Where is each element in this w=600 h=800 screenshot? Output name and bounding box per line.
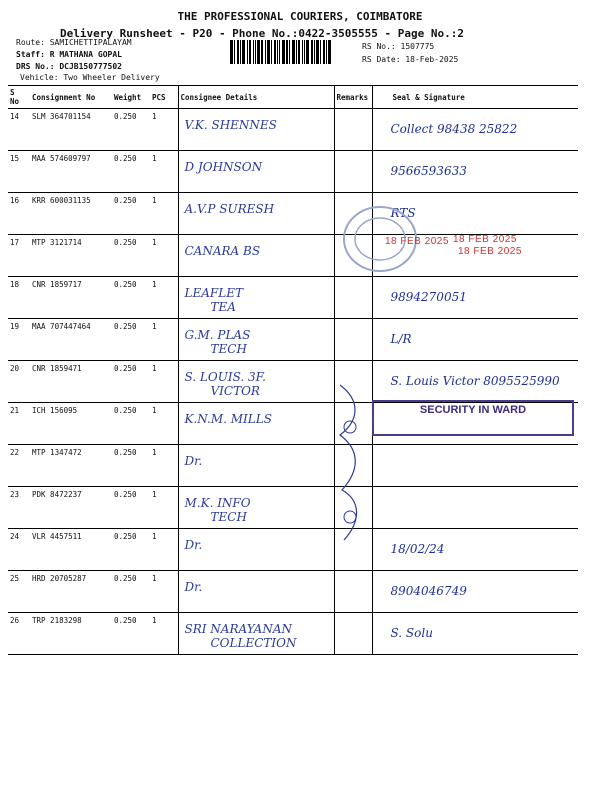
row-weight: 0.250 (112, 361, 150, 403)
consignee-handwriting: SRI NARAYANAN (184, 622, 293, 636)
row-pcs: 1 (150, 403, 178, 445)
col-weight: Weight (112, 86, 150, 109)
row-sno: 26 (8, 613, 30, 655)
row-weight: 0.250 (112, 571, 150, 613)
row-sno: 24 (8, 529, 30, 571)
security-inward-stamp: SECURITY IN WARD (372, 400, 574, 436)
table-row (8, 613, 578, 655)
table-row (8, 193, 578, 235)
row-sno: 25 (8, 571, 30, 613)
row-seal-signature (372, 277, 578, 319)
signature-handwriting: 18/02/24 (390, 542, 445, 556)
consignee-handwriting: K.N.M. MILLS (184, 412, 272, 426)
consignee-handwriting-line2: TEA (210, 300, 236, 314)
row-pcs: 1 (150, 571, 178, 613)
row-consignee-details (178, 529, 334, 571)
signature-handwriting: Collect 98438 25822 (390, 122, 518, 136)
date-stamp-2: 18 FEB 2025 (453, 234, 517, 245)
table-row (8, 277, 578, 319)
row-weight: 0.250 (112, 445, 150, 487)
row-pcs: 1 (150, 109, 178, 151)
table-row (8, 571, 578, 613)
row-consignment-no: MTP 3121714 (30, 235, 112, 277)
row-remarks (334, 571, 372, 613)
consignee-handwriting: Dr. (184, 580, 203, 594)
row-seal-signature (372, 151, 578, 193)
barcode (230, 40, 356, 64)
row-consignee-details (178, 193, 334, 235)
company-title: THE PROFESSIONAL COURIERS, COIMBATORE (177, 10, 423, 23)
row-seal-signature (372, 319, 578, 361)
row-weight: 0.250 (112, 151, 150, 193)
row-consignee-details (178, 445, 334, 487)
table-row (8, 319, 578, 361)
row-remarks (334, 319, 372, 361)
consignee-handwriting: A.V.P SURESH (184, 202, 275, 216)
route: Route: SAMICHETTIPALAYAM (16, 38, 132, 47)
row-sno: 14 (8, 109, 30, 151)
consignee-handwriting-line2: VICTOR (210, 384, 260, 398)
row-pcs: 1 (150, 151, 178, 193)
col-sno: S No (8, 86, 30, 109)
table-row (8, 529, 578, 571)
row-remarks (334, 109, 372, 151)
row-pcs: 1 (150, 487, 178, 529)
row-consignee-details (178, 361, 334, 403)
row-weight: 0.250 (112, 235, 150, 277)
row-weight: 0.250 (112, 487, 150, 529)
row-weight: 0.250 (112, 319, 150, 361)
row-consignee-details (178, 571, 334, 613)
row-sno: 22 (8, 445, 30, 487)
table-row (8, 151, 578, 193)
row-weight: 0.250 (112, 613, 150, 655)
row-consignment-no: MAA 574609797 (30, 151, 112, 193)
signature-handwriting: 8904046749 (390, 584, 467, 598)
row-pcs: 1 (150, 193, 178, 235)
table-header-row (8, 86, 578, 109)
row-seal-signature (372, 109, 578, 151)
consignee-handwriting-line2: TECH (210, 510, 247, 524)
row-seal-signature (372, 571, 578, 613)
row-consignee-details (178, 613, 334, 655)
consignee-handwriting: D JOHNSON (184, 160, 263, 174)
consignee-handwriting-line2: TECH (210, 342, 247, 356)
consignee-handwriting: V.K. SHENNES (184, 118, 277, 132)
row-consignment-no: MAA 707447464 (30, 319, 112, 361)
table-row (8, 109, 578, 151)
row-weight: 0.250 (112, 403, 150, 445)
row-pcs: 1 (150, 445, 178, 487)
signature-handwriting: 9894270051 (390, 290, 467, 304)
consignee-handwriting: Dr. (184, 454, 203, 468)
row-sno: 20 (8, 361, 30, 403)
row-consignee-details (178, 403, 334, 445)
col-consignee-details: Consignee Details (178, 86, 334, 109)
row-consignee-details (178, 487, 334, 529)
row-consignment-no: PDK 8472237 (30, 487, 112, 529)
col-consignment-no: Consignment No (30, 86, 112, 109)
date-stamp-1: 18 FEB 2025 (385, 236, 449, 247)
row-sno: 23 (8, 487, 30, 529)
row-sno: 19 (8, 319, 30, 361)
row-pcs: 1 (150, 529, 178, 571)
row-consignment-no: HRD 20705287 (30, 571, 112, 613)
col-pcs: PCS (150, 86, 178, 109)
runsheet-table (8, 85, 578, 655)
consignee-handwriting: LEAFLET (184, 286, 243, 300)
consignee-handwriting: Dr. (184, 538, 203, 552)
row-remarks (334, 613, 372, 655)
row-pcs: 1 (150, 235, 178, 277)
rs-number: RS No.: 1507775 (362, 42, 435, 51)
consignee-handwriting: CANARA BS (184, 244, 261, 258)
table-row (8, 487, 578, 529)
vehicle: Vehicle: Two Wheeler Delivery (20, 73, 160, 82)
row-pcs: 1 (150, 277, 178, 319)
row-seal-signature (372, 445, 578, 487)
row-consignment-no: TRP 2183298 (30, 613, 112, 655)
margin-scribble (330, 380, 370, 570)
row-pcs: 1 (150, 613, 178, 655)
row-seal-signature (372, 361, 578, 403)
drs-number: DRS No.: DCJB150777502 (16, 62, 122, 71)
row-consignment-no: KRR 600031135 (30, 193, 112, 235)
col-remarks: Remarks (334, 86, 372, 109)
row-seal-signature (372, 487, 578, 529)
row-sno: 18 (8, 277, 30, 319)
consignee-handwriting: M.K. INFO (184, 496, 251, 510)
row-sno: 15 (8, 151, 30, 193)
row-consignment-no: MTP 1347472 (30, 445, 112, 487)
row-weight: 0.250 (112, 529, 150, 571)
row-consignment-no: CNR 1859717 (30, 277, 112, 319)
signature-handwriting: S. Solu (390, 626, 433, 640)
row-remarks (334, 277, 372, 319)
date-stamp-3: 18 FEB 2025 (458, 246, 522, 257)
row-seal-signature (372, 613, 578, 655)
row-sno: 21 (8, 403, 30, 445)
consignee-handwriting: S. LOUIS. 3F. (184, 370, 266, 384)
row-consignee-details (178, 151, 334, 193)
row-consignment-no: ICH 156095 (30, 403, 112, 445)
row-sno: 17 (8, 235, 30, 277)
consignee-handwriting-line2: COLLECTION (210, 636, 297, 650)
row-weight: 0.250 (112, 193, 150, 235)
signature-handwriting: S. Louis Victor 8095525990 (390, 374, 560, 388)
signature-handwriting: RTS (390, 206, 416, 220)
col-seal-signature: Seal & Signature (372, 86, 578, 109)
row-consignee-details (178, 319, 334, 361)
signature-handwriting: 9566593633 (390, 164, 467, 178)
table-row (8, 445, 578, 487)
row-consignee-details (178, 277, 334, 319)
row-weight: 0.250 (112, 277, 150, 319)
row-consignment-no: VLR 4457511 (30, 529, 112, 571)
row-consignee-details (178, 235, 334, 277)
row-pcs: 1 (150, 361, 178, 403)
table-row (8, 361, 578, 403)
row-sno: 16 (8, 193, 30, 235)
staff: Staff: R MATHANA GOPAL (16, 50, 122, 59)
signature-handwriting: L/R (390, 332, 412, 346)
row-consignee-details (178, 109, 334, 151)
row-consignment-no: CNR 1859471 (30, 361, 112, 403)
row-remarks (334, 151, 372, 193)
row-weight: 0.250 (112, 109, 150, 151)
row-consignment-no: SLM 364701154 (30, 109, 112, 151)
row-pcs: 1 (150, 319, 178, 361)
rs-date: RS Date: 18-Feb-2025 (362, 55, 459, 64)
row-seal-signature (372, 529, 578, 571)
consignee-handwriting: G.M. PLAS (184, 328, 251, 342)
runsheet-title: Delivery Runsheet - P20 - Phone No.:0422-3505555 - Page No.:2 (60, 27, 464, 40)
